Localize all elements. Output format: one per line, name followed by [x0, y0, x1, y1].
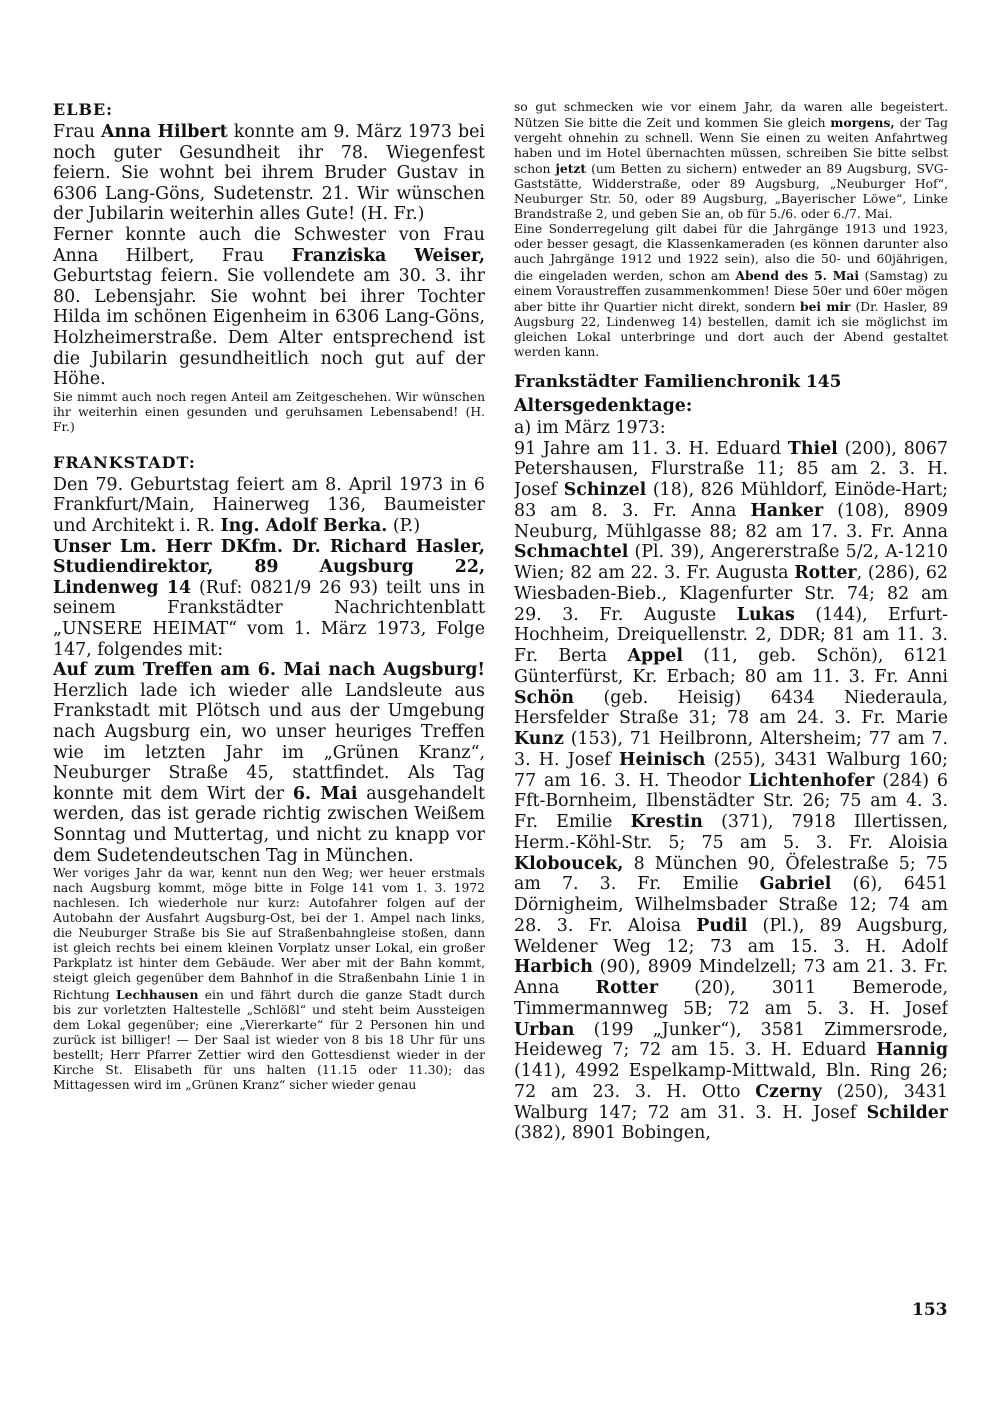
bold-run: Hanker	[750, 500, 824, 521]
bold-run: Anna Hilbert	[101, 122, 228, 142]
bold-run: Abend des 5. Mai	[735, 267, 860, 283]
frankstadt-paragraph-3: Auf zum Treffen am 6. Mai nach Augsburg! Herzlich lade ich wieder alle Landsleute aus Frankstadt mit Plötsch und aus der Umgebung nach Augsburg ein, wo unser heuriges Treffen wie im letzten Jahr im „Grünen Kranz“, Neuburger Straße 45, stattfindet. Als Tag konnte mit dem Wirt der 6. Mai ausgehandelt werden, das ist gerade richtig zwischen Weißem Sonntag und Muttertag, und nicht zu knapp vor dem Sudetendeutschen Tag in München.	[53, 660, 485, 866]
continued-paragraph-1: so gut schmecken wie vor einem Jahr, da waren alle begeistert. Nützen Sie bitte die Zeit und kommen Sie gleich morgens, der Tag vergeht ohnehin zu schnell. Wenn Sie einen zu weiten Anfahrtweg haben und im Hotel übernachten müssen, schreiben Sie bitte selbst schon jetzt (um Betten zu sichern) entweder an 89 Augsburg, SVG-Gaststätte, Widderstraße, oder 89 Augsburg, „Neuburger Hof“, Neuburger Str. 50, oder 89 Augsburg, „Bayerischer Löwe“, Linke Brandstraße 2, und geben Sie an, ob für 5./6. oder 6./7. Mai.	[514, 100, 948, 222]
elbe-paragraph-1: Frau Anna Hilbert konnte am 9. März 1973 bei noch guter Gesundheit ihr 78. Wiegenfest feiern. Sie wohnt bei ihrem Bruder Gustav in 6306 Lang-Göns, Sudetenstr. 21. Wir wünschen der Jubilarin weiterhin alles Gute! (H. Fr.)	[53, 122, 485, 225]
left-column	[53, 100, 485, 1093]
bold-run: Schinzel	[563, 480, 647, 501]
bold-run: Rotter	[794, 563, 857, 584]
bold-run: Urban	[514, 1019, 575, 1040]
bold-run: Appel	[627, 646, 683, 667]
bold-run: Unser Lm. Herr DKfm. Dr. Richard Hasler, Studiendirektor, 89 Augsburg 22, Lindenweg 14	[53, 536, 485, 598]
bold-run: Lichtenhofer	[748, 770, 875, 791]
bold-run: 6. Mai	[292, 783, 358, 804]
bold-run: Hannig	[876, 1040, 948, 1061]
bold-run: morgens,	[830, 115, 895, 131]
section-heading-frankstadt: FRANKSTADT:	[53, 452, 196, 472]
bold-run: Ing. Adolf Berka.	[220, 516, 388, 537]
bold-run: jetzt	[555, 161, 587, 177]
page-number: 153	[912, 1300, 948, 1320]
bold-run: Krestin	[630, 812, 703, 833]
right-column	[514, 100, 948, 1144]
bold-run: Franziska Weiser,	[291, 245, 485, 266]
altersgedenktage-heading: Altersgedenktage:	[514, 395, 693, 416]
bold-run: Heinisch	[619, 749, 706, 770]
frankstadt-paragraph-1: Den 79. Geburtstag feiert am 8. April 1973 in 6 Frankfurt/Main, Hainerweg 136, Baumeister und Architekt i. R. Ing. Adolf Berka. (P.)	[53, 474, 485, 537]
frankstadt-paragraph-2: Unser Lm. Herr DKfm. Dr. Richard Hasler, Studiendirektor, 89 Augsburg 22, Lindenweg 14 (Ruf: 0821/9 26 93) teilt uns in seinem Frankstädter Nachrichtenblatt „UNSERE HEIMAT“ vom 1. März 1973, Folge 147, folgendes mit:	[53, 536, 485, 660]
bold-run: Lukas	[736, 604, 795, 625]
bold-run: Kunz	[514, 729, 564, 750]
bold-run: Lechhausen	[116, 986, 199, 1002]
bold-run: Kloboucek,	[514, 853, 624, 874]
bold-run: Pudil	[696, 915, 748, 936]
continued-paragraph-2: Eine Sonderregelung gilt dabei für die Jahrgänge 1913 und 1923, oder besser gesagt, die Klassenkameraden (es können darunter also auch Jahrgänge 1912 und 1922 sein), also die 50- und 60jährigen, die eingeladen werden, schon am Abend des 5. Mai (Samstag) zu einem Voraustreffen zusammenkommen! Diese 50er und 60er mögen aber bitte ihr Quartier nicht direkt, sondern bei mir (Dr. Hasler, 89 Augsburg 22, Lindenweg 14) bestellen, damit ich sie möglichst im gleichen Lokal unterbringe und dort auch der Abend gestaltet werden kann.	[514, 222, 948, 359]
bold-run: Czerny	[755, 1081, 822, 1102]
bold-run: Schmachtel	[514, 542, 629, 563]
elbe-paragraph-2: Ferner konnte auch die Schwester von Frau Anna Hilbert, Frau Franziska Weiser, Geburtstag feiern. Sie vollendete am 30. 3. ihr 80. Lebensjahr. Sie wohnt bei ihrer Tochter Hilda im schönen Eigenheim in 6306 Lang-Göns, Holzheimerstraße. Dem Alter entsprechend ist die Jubilarin gesundheitlich noch gut auf der Höhe.	[53, 224, 485, 390]
bold-run: bei mir	[800, 298, 851, 314]
bold-run: Thiel	[787, 438, 838, 459]
bold-run: Auf zum Treffen am 6. Mai nach Augsburg!	[53, 660, 485, 681]
section-heading-elbe: ELBE:	[53, 100, 114, 119]
maerz-birthday-list: 91 Jahre am 11. 3. H. Eduard Thiel (200), 8067 Petershausen, Flurstraße 11; 85 am 2. 3. H. Josef Schinzel (18), 826 Mühldorf, Einöde-Hart; 83 am 8. 3. Fr. Anna Hanker (108), 8909 Neuburg, Mühlgasse 88; 82 am 17. 3. Fr. Anna Schmachtel (Pl. 39), Angererstraße 5/2, A-1210 Wien; 82 am 22. 3. Fr. Augusta Rotter, (286), 62 Wiesbaden-Bieb., Klagenfurter Str. 74; 82 am 29. 3. Fr. Auguste Lukas (144), Erfurt-Hochheim, Dreiquellenstr. 2, DDR; 81 am 11. 3. Fr. Berta Appel (11, geb. Schön), 6121 Günterfürst, Kr. Erbach; 80 am 11. 3. Fr. Anni Schön (geb. Heisig) 6434 Niederaula, Hersfelder Straße 31; 78 am 24. 3. Fr. Marie Kunz (153), 71 Heilbronn, Altersheim; 77 am 7. 3. H. Josef Heinisch (255), 3431 Walburg 160; 77 am 16. 3. H. Theodor Lichtenhofer (284) 6 Fft-Bornheim, Ilbenstädter Str. 26; 75 am 4. 3. Fr. Emilie Krestin (371), 7918 Illertissen, Herm.-Köhl-Str. 5; 75 am 5. 3. Fr. Aloisia Kloboucek, 8 München 90, Öfelestraße 5; 75 am 7. 3. Fr. Emilie Gabriel (6), 6451 Dörnigheim, Wilhelmsbader Straße 12; 74 am 28. 3. Fr. Aloisa Pudil (Pl.), 89 Augsburg, Weldener Weg 12; 73 am 15. 3. H. Adolf Harbich (90), 8909 Mindelzell; 73 am 21. 3. Fr. Anna Rotter (20), 3011 Bemerode, Timmermannweg 5B; 72 am 5. 3. H. Josef Urban (199 „Junker“), 3581 Zimmersrode, Heideweg 7; 72 am 15. 3. H. Eduard Hannig (141), 4992 Espelkamp-Mittwald, Bln. Ring 26; 72 am 23. 3. H. Otto Czerny (250), 3431 Walburg 147; 72 am 31. 3. H. Josef Schilder (382), 8901 Bobingen,	[514, 438, 948, 1144]
bold-run: Schön	[514, 687, 575, 708]
elbe-paragraph-3: Sie nimmt auch noch regen Anteil am Zeitgeschehen. Wir wünschen ihr weiterhin einen gesunden und geruhsamen Lebensabend! (H. Fr.)	[53, 389, 485, 434]
bold-run: Schilder	[866, 1102, 948, 1123]
bold-run: Gabriel	[759, 874, 832, 895]
frankstadt-paragraph-4: Wer voriges Jahr da war, kennt nun den Weg; wer heuer erstmals nach Augsburg kommt, möge bitte in Folge 141 vom 1. 3. 1972 nachlesen. Ich wiederhole nur kurz: Autofahrer folgen auf der Autobahn der Ausfahrt Augsburg-Ost, bei der 1. Ampel nach links, die Neuburger Straße bis Sie auf Straßenbahngleise stoßen, dann ist gleich rechts bei einem kleinen Vorplatz unser Lokal, ein großer Parkplatz ist hinter dem Gebäude. Wer aber mit der Bahn kommt, steigt gleich gegenüber dem Bahnhof in die Straßenbahn Linie 1 in Richtung Lechhausen ein und fährt durch die ganze Stadt durch bis zur vorletzten Haltestelle „Schlößl“ und steht beim Aussteigen dem Lokal gegenüber; eine „Viererkarte“ für 2 Personen hin und zurück ist billiger! — Der Saal ist wieder von 8 bis 18 Uhr für uns bestellt; Herr Pfarrer Zettier wird den Gottesdienst wieder in der Kirche St. Elisabeth für uns halten (11.15 oder 11.30); das Mittagessen wird im „Grünen Kranz“ sicher wieder genau	[53, 866, 485, 1092]
bold-run: Rotter	[595, 978, 658, 999]
bold-run: Harbich	[514, 957, 593, 978]
maerz-intro: a) im März 1973:	[514, 417, 666, 438]
chronik-heading: Frankstädter Familienchronik 145	[514, 371, 842, 392]
